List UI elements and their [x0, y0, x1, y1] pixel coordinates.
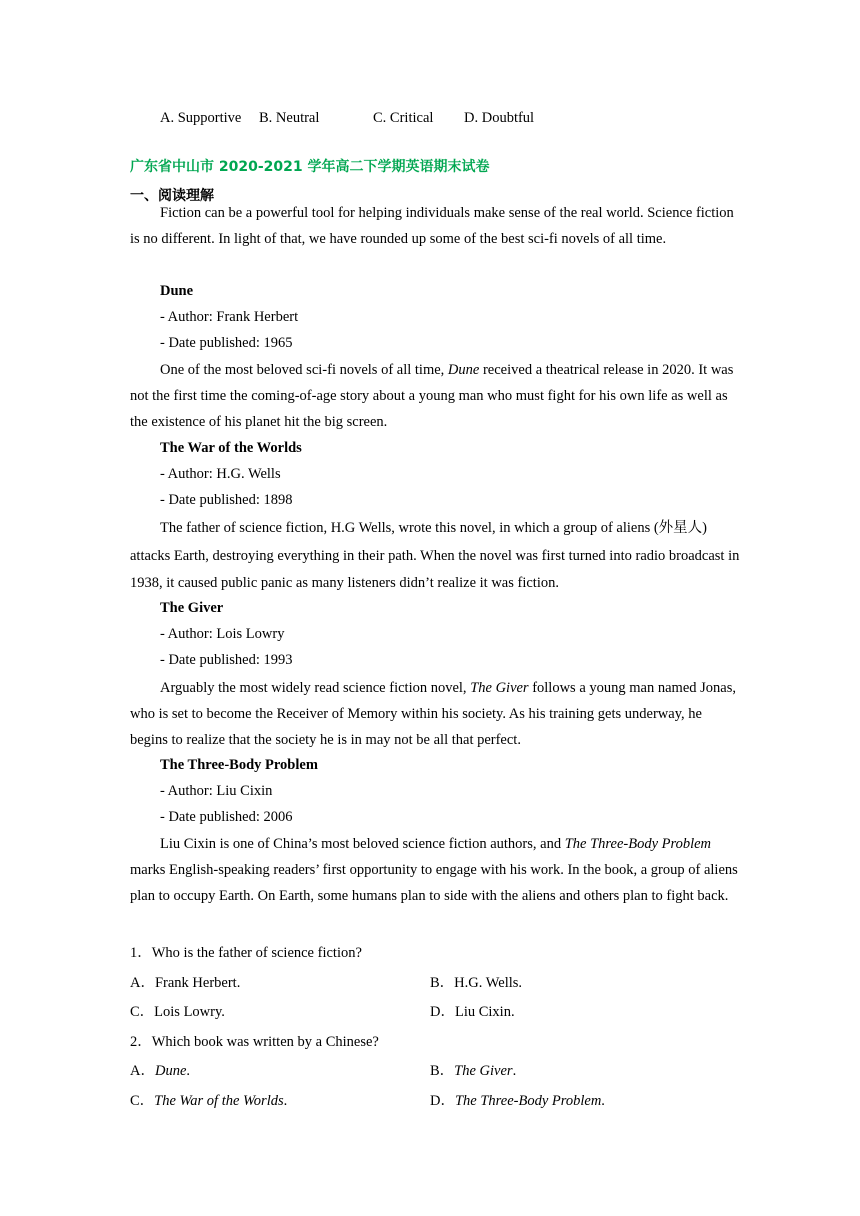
- book-date: - Date published: 2006: [160, 809, 293, 825]
- book-description: Arguably the most widely read science fiction novel, The Giver follows a young man named Jonas, who is set to become the Receiver of Memory within his society. As his training gets underway, he begins to realize that the society he is in may not be all that perfect.: [130, 680, 736, 749]
- answer-option-c[interactable]: C．Lois Lowry.: [130, 1004, 225, 1020]
- book-date: - Date published: 1993: [160, 652, 293, 668]
- book-title-italic: Dune: [447, 362, 480, 378]
- question-stem: 1．Who is the father of science fiction?: [130, 945, 362, 961]
- book-title-italic: The Three-Body Problem: [564, 836, 712, 852]
- book-author: - Author: H.G. Wells: [160, 466, 281, 482]
- question-stem: 2．Which book was written by a Chinese?: [130, 1034, 379, 1050]
- book-author: - Author: Liu Cixin: [160, 783, 273, 799]
- answer-option-a[interactable]: A．Dune.: [130, 1063, 191, 1079]
- book-date: - Date published: 1898: [160, 492, 293, 508]
- intro-paragraph: Fiction can be a powerful tool for helping individuals make sense of the real world. Science fiction is no different. In light of that, we have rounded up some of the best sci-fi novels of all time.: [130, 205, 734, 248]
- book-description: One of the most beloved sci-fi novels of all time, Dune received a theatrical release in 2020. It was not the first time the coming-of-age story about a young man who must fight for his own life as well as the existence of his planet hit the big screen.: [130, 362, 734, 431]
- exam-title: 广东省中山市 2020-2021 学年高二下学期英语期末试卷: [130, 159, 490, 175]
- answer-option-c[interactable]: C．The War of the Worlds.: [130, 1093, 288, 1109]
- prev-option-d: D. Doubtful: [464, 110, 535, 126]
- answer-option-d[interactable]: D．The Three-Body Problem.: [430, 1093, 605, 1109]
- book-title-italic: The Giver: [470, 680, 529, 696]
- prev-option-b: B. Neutral: [259, 110, 320, 126]
- section-title: 一、阅读理解: [130, 188, 214, 204]
- prev-option-a: A. Supportive: [160, 110, 242, 126]
- book-author: - Author: Frank Herbert: [160, 309, 299, 325]
- answer-option-b[interactable]: B．The Giver.: [430, 1063, 517, 1079]
- book-title: The Three-Body Problem: [160, 757, 318, 773]
- book-title: The War of the Worlds: [160, 440, 302, 456]
- answer-option-d[interactable]: D．Liu Cixin.: [430, 1004, 515, 1020]
- prev-option-c: C. Critical: [373, 110, 434, 126]
- book-description: The father of science fiction, H.G Wells, wrote this novel, in which a group of aliens (外星人) attacks Earth, destroying everything in their path. When the novel was first turned into radio broadcast in 1938, it caused public panic as many listeners didn’t realize it was fiction.: [130, 520, 740, 591]
- book-date: - Date published: 1965: [160, 335, 293, 351]
- answer-option-a[interactable]: A．Frank Herbert.: [130, 975, 241, 991]
- answer-option-b[interactable]: B．H.G. Wells.: [430, 975, 523, 991]
- book-author: - Author: Lois Lowry: [160, 626, 285, 642]
- book-description: Liu Cixin is one of China’s most beloved science fiction authors, and The Three-Body Problem marks English-speaking readers’ first opportunity to engage with his work. In the book, a group of aliens plan to occupy Earth. On Earth, some humans plan to side with the aliens and others plan to fight back.: [130, 836, 738, 905]
- book-title: The Giver: [160, 600, 224, 616]
- book-title: Dune: [160, 283, 194, 299]
